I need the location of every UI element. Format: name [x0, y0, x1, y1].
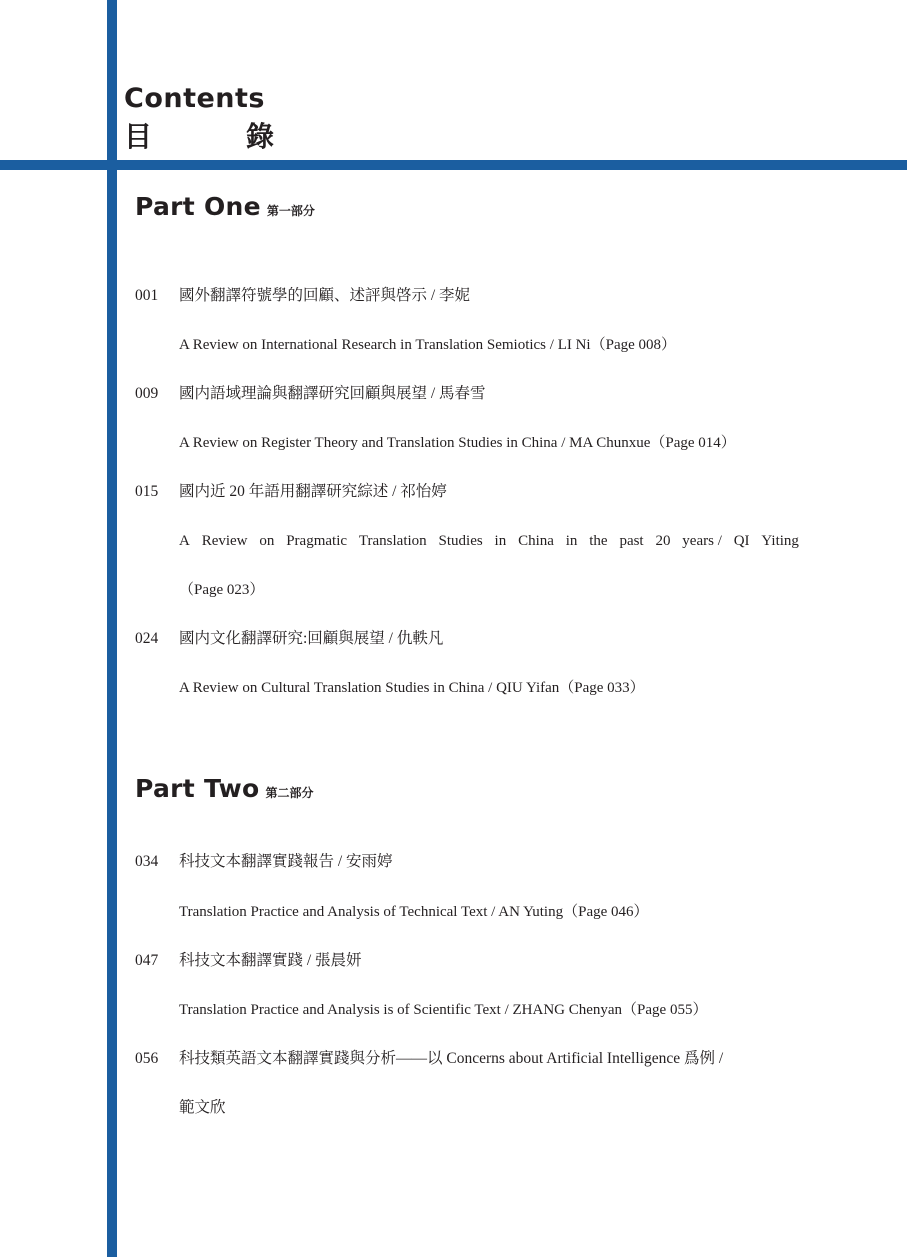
en-word: A: [179, 533, 190, 549]
entry-title-zh[interactable]: 科技類英語文本翻譯實踐與分析——以 Concerns about Artificial Intelligence 爲例 /: [179, 1050, 724, 1067]
en-word: past: [619, 533, 644, 549]
en-word: QI: [733, 533, 750, 549]
entry-title-zh[interactable]: 國内近 20 年語用翻譯研究綜述 / 祁怡婷: [179, 483, 447, 500]
entry-title-en-justified[interactable]: [179, 531, 799, 551]
contents-heading-zh: [124, 120, 274, 154]
en-word: the: [589, 533, 608, 549]
entry-number: 009: [135, 385, 159, 402]
entry-number: 034: [135, 853, 159, 870]
entry-title-zh-continued[interactable]: 範文欣: [179, 1099, 226, 1116]
horizontal-accent-bar: [0, 160, 907, 170]
vertical-accent-bar: [107, 0, 117, 1257]
part-two-title-zh: 第二部分: [265, 786, 314, 800]
entry-title-zh[interactable]: 國内文化翻譯研究:回顧與展望 / 仇軼凡: [179, 630, 444, 647]
entry-number: 024: [135, 630, 159, 647]
en-word: in: [494, 533, 507, 549]
entry-title-zh[interactable]: 科技文本翻譯實踐報告 / 安雨婷: [179, 853, 393, 870]
entry-title-en[interactable]: Translation Practice and Analysis of Technical Text / AN Yuting（Page 046）: [179, 904, 649, 920]
entry-title-zh[interactable]: 國内語域理論與翻譯研究回顧與展望 / 馬春雪: [179, 385, 486, 402]
en-word: years /: [682, 533, 722, 549]
en-word: Yiting: [761, 533, 799, 549]
en-word: Translation: [358, 533, 427, 549]
part-one-title-zh: 第一部分: [266, 204, 315, 218]
en-word: 20: [655, 533, 671, 549]
part-two-title: Part Two: [135, 774, 260, 803]
entry-title-en[interactable]: Translation Practice and Analysis is of Scientific Text / ZHANG Chenyan（Page 055）: [179, 1002, 708, 1018]
heading-zh-char-2: 錄: [245, 120, 274, 153]
entry-number: 047: [135, 952, 159, 969]
en-word: on: [259, 533, 275, 549]
heading-zh-char-1: 目: [124, 120, 153, 153]
contents-heading: Contents: [124, 83, 266, 114]
en-word: Review: [201, 533, 248, 549]
part-one-heading: [135, 192, 315, 221]
en-word: in: [565, 533, 578, 549]
entry-title-en[interactable]: A Review on Register Theory and Translation Studies in China / MA Chunxue（Page 014）: [179, 435, 736, 451]
en-word: Studies: [438, 533, 483, 549]
entry-title-en-continued[interactable]: （Page 023）: [179, 582, 265, 598]
part-one-title: Part One: [135, 192, 261, 221]
entry-number: 001: [135, 287, 159, 304]
entry-title-en[interactable]: A Review on Cultural Translation Studies in China / QIU Yifan（Page 033）: [179, 680, 645, 696]
entry-number: 015: [135, 483, 159, 500]
entry-title-en[interactable]: A Review on International Research in Translation Semiotics / LI Ni（Page 008）: [179, 337, 677, 353]
entry-title-zh[interactable]: 科技文本翻譯實踐 / 張晨妍: [179, 952, 362, 969]
entry-number: 056: [135, 1050, 159, 1067]
entry-title-zh[interactable]: 國外翻譯符號學的回顧、述評與啓示 / 李妮: [179, 287, 471, 304]
en-word: China: [518, 533, 554, 549]
part-two-heading: [135, 774, 314, 803]
en-word: Pragmatic: [286, 533, 348, 549]
